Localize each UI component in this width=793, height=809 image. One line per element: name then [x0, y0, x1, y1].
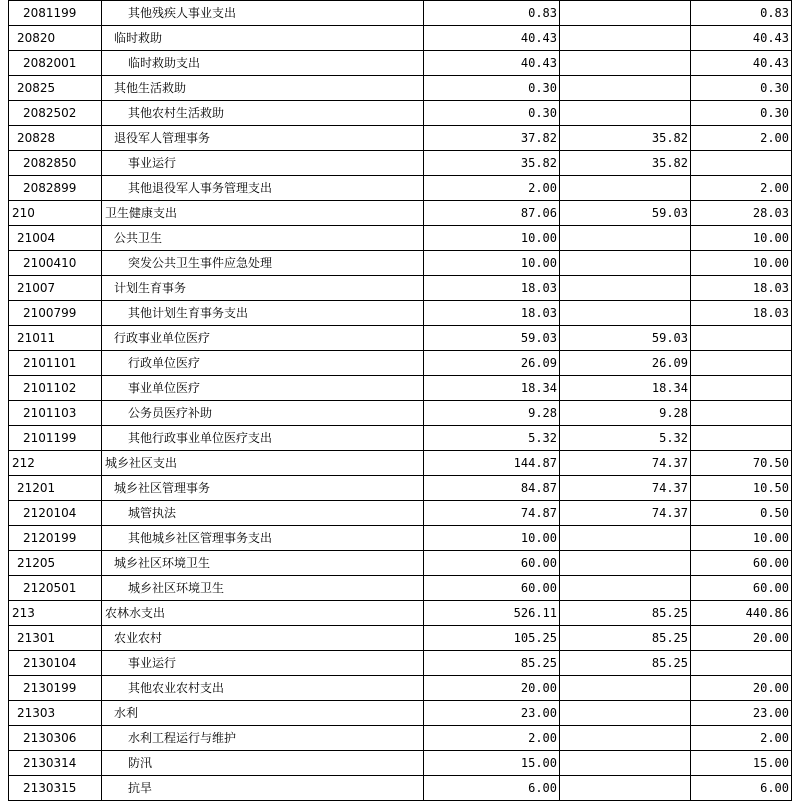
subject-code-cell: 2130306 — [9, 726, 102, 751]
table-body — [9, 1, 792, 801]
table-row — [9, 651, 792, 676]
basic-expenditure-cell: 26.09 — [560, 351, 691, 376]
total-amount-cell: 40.43 — [424, 51, 560, 76]
project-expenditure-cell: 10.00 — [691, 251, 792, 276]
total-amount-cell: 87.06 — [424, 201, 560, 226]
basic-expenditure-cell: 85.25 — [560, 626, 691, 651]
subject-name-cell: 城乡社区环境卫生 — [102, 551, 424, 576]
total-amount-cell: 9.28 — [424, 401, 560, 426]
total-amount-cell: 26.09 — [424, 351, 560, 376]
project-expenditure-cell: 18.03 — [691, 301, 792, 326]
subject-code-cell: 21011 — [9, 326, 102, 351]
table-row — [9, 501, 792, 526]
table-row — [9, 351, 792, 376]
table-row — [9, 176, 792, 201]
total-amount-cell: 18.03 — [424, 301, 560, 326]
subject-code-cell: 2130315 — [9, 776, 102, 801]
subject-name-cell: 防汛 — [102, 751, 424, 776]
basic-expenditure-cell — [560, 276, 691, 301]
project-expenditure-cell: 20.00 — [691, 626, 792, 651]
basic-expenditure-cell: 74.37 — [560, 476, 691, 501]
total-amount-cell: 40.43 — [424, 26, 560, 51]
subject-code-cell: 2130199 — [9, 676, 102, 701]
project-expenditure-cell: 18.03 — [691, 276, 792, 301]
project-expenditure-cell — [691, 426, 792, 451]
total-amount-cell: 2.00 — [424, 726, 560, 751]
project-expenditure-cell: 20.00 — [691, 676, 792, 701]
subject-code-cell: 2101199 — [9, 426, 102, 451]
project-expenditure-cell — [691, 351, 792, 376]
project-expenditure-cell: 10.00 — [691, 526, 792, 551]
subject-name-cell: 退役军人管理事务 — [102, 126, 424, 151]
project-expenditure-cell — [691, 151, 792, 176]
table-row — [9, 576, 792, 601]
total-amount-cell: 2.00 — [424, 176, 560, 201]
project-expenditure-cell: 70.50 — [691, 451, 792, 476]
subject-code-cell: 213 — [9, 601, 102, 626]
project-expenditure-cell — [691, 401, 792, 426]
basic-expenditure-cell — [560, 26, 691, 51]
project-expenditure-cell: 6.00 — [691, 776, 792, 801]
total-amount-cell: 60.00 — [424, 576, 560, 601]
subject-name-cell: 其他生活救助 — [102, 76, 424, 101]
subject-code-cell: 20820 — [9, 26, 102, 51]
subject-name-cell: 其他行政事业单位医疗支出 — [102, 426, 424, 451]
table-row — [9, 226, 792, 251]
subject-name-cell: 农林水支出 — [102, 601, 424, 626]
subject-code-cell: 2082899 — [9, 176, 102, 201]
total-amount-cell: 0.83 — [424, 1, 560, 26]
project-expenditure-cell — [691, 651, 792, 676]
subject-code-cell: 212 — [9, 451, 102, 476]
subject-code-cell: 21303 — [9, 701, 102, 726]
total-amount-cell: 10.00 — [424, 226, 560, 251]
table-row — [9, 201, 792, 226]
table-row — [9, 51, 792, 76]
subject-name-cell: 其他退役军人事务管理支出 — [102, 176, 424, 201]
total-amount-cell: 85.25 — [424, 651, 560, 676]
table-row — [9, 776, 792, 801]
table-row — [9, 126, 792, 151]
subject-name-cell: 行政单位医疗 — [102, 351, 424, 376]
subject-name-cell: 其他农村生活救助 — [102, 101, 424, 126]
project-expenditure-cell: 23.00 — [691, 701, 792, 726]
basic-expenditure-cell — [560, 176, 691, 201]
table-row — [9, 726, 792, 751]
subject-code-cell: 2100410 — [9, 251, 102, 276]
basic-expenditure-cell — [560, 101, 691, 126]
subject-name-cell: 抗旱 — [102, 776, 424, 801]
subject-code-cell: 2130314 — [9, 751, 102, 776]
project-expenditure-cell: 0.30 — [691, 76, 792, 101]
table-row — [9, 326, 792, 351]
total-amount-cell: 6.00 — [424, 776, 560, 801]
project-expenditure-cell: 0.83 — [691, 1, 792, 26]
table-row — [9, 26, 792, 51]
table-row — [9, 751, 792, 776]
basic-expenditure-cell: 9.28 — [560, 401, 691, 426]
table-row — [9, 101, 792, 126]
total-amount-cell: 35.82 — [424, 151, 560, 176]
subject-name-cell: 公共卫生 — [102, 226, 424, 251]
basic-expenditure-cell: 85.25 — [560, 601, 691, 626]
total-amount-cell: 10.00 — [424, 526, 560, 551]
project-expenditure-cell: 2.00 — [691, 126, 792, 151]
subject-code-cell: 2100799 — [9, 301, 102, 326]
total-amount-cell: 23.00 — [424, 701, 560, 726]
table-row — [9, 376, 792, 401]
total-amount-cell: 0.30 — [424, 101, 560, 126]
subject-code-cell: 21205 — [9, 551, 102, 576]
subject-code-cell: 20825 — [9, 76, 102, 101]
project-expenditure-cell: 10.50 — [691, 476, 792, 501]
subject-name-cell: 行政事业单位医疗 — [102, 326, 424, 351]
basic-expenditure-cell: 35.82 — [560, 126, 691, 151]
basic-expenditure-cell — [560, 576, 691, 601]
project-expenditure-cell — [691, 326, 792, 351]
subject-code-cell: 2081199 — [9, 1, 102, 26]
table-row — [9, 151, 792, 176]
project-expenditure-cell: 2.00 — [691, 176, 792, 201]
basic-expenditure-cell — [560, 226, 691, 251]
table-row — [9, 1, 792, 26]
table-row — [9, 451, 792, 476]
project-expenditure-cell: 28.03 — [691, 201, 792, 226]
project-expenditure-cell: 40.43 — [691, 26, 792, 51]
subject-name-cell: 临时救助 — [102, 26, 424, 51]
basic-expenditure-cell — [560, 51, 691, 76]
project-expenditure-cell: 60.00 — [691, 551, 792, 576]
subject-code-cell: 2120199 — [9, 526, 102, 551]
table-row — [9, 401, 792, 426]
table-row — [9, 476, 792, 501]
subject-name-cell: 其他农业农村支出 — [102, 676, 424, 701]
table-row — [9, 601, 792, 626]
project-expenditure-cell: 440.86 — [691, 601, 792, 626]
subject-code-cell: 210 — [9, 201, 102, 226]
subject-name-cell: 事业运行 — [102, 651, 424, 676]
total-amount-cell: 18.34 — [424, 376, 560, 401]
budget-expenditure-table — [8, 0, 792, 801]
project-expenditure-cell: 2.00 — [691, 726, 792, 751]
subject-name-cell: 事业单位医疗 — [102, 376, 424, 401]
total-amount-cell: 84.87 — [424, 476, 560, 501]
table-row — [9, 701, 792, 726]
total-amount-cell: 0.30 — [424, 76, 560, 101]
total-amount-cell: 37.82 — [424, 126, 560, 151]
table-row — [9, 301, 792, 326]
subject-code-cell: 21007 — [9, 276, 102, 301]
table-row — [9, 626, 792, 651]
basic-expenditure-cell: 74.37 — [560, 451, 691, 476]
basic-expenditure-cell — [560, 676, 691, 701]
subject-name-cell: 水利 — [102, 701, 424, 726]
project-expenditure-cell: 0.30 — [691, 101, 792, 126]
project-expenditure-cell: 15.00 — [691, 751, 792, 776]
project-expenditure-cell: 40.43 — [691, 51, 792, 76]
subject-name-cell: 城乡社区环境卫生 — [102, 576, 424, 601]
subject-code-cell: 2120104 — [9, 501, 102, 526]
subject-code-cell: 20828 — [9, 126, 102, 151]
subject-name-cell: 事业运行 — [102, 151, 424, 176]
total-amount-cell: 60.00 — [424, 551, 560, 576]
basic-expenditure-cell — [560, 1, 691, 26]
basic-expenditure-cell — [560, 301, 691, 326]
basic-expenditure-cell: 85.25 — [560, 651, 691, 676]
project-expenditure-cell — [691, 376, 792, 401]
subject-code-cell: 21201 — [9, 476, 102, 501]
subject-name-cell: 城乡社区支出 — [102, 451, 424, 476]
table-row — [9, 526, 792, 551]
subject-name-cell: 水利工程运行与维护 — [102, 726, 424, 751]
total-amount-cell: 10.00 — [424, 251, 560, 276]
subject-code-cell: 2101103 — [9, 401, 102, 426]
subject-name-cell: 卫生健康支出 — [102, 201, 424, 226]
subject-code-cell: 2101102 — [9, 376, 102, 401]
basic-expenditure-cell: 18.34 — [560, 376, 691, 401]
subject-name-cell: 公务员医疗补助 — [102, 401, 424, 426]
total-amount-cell: 15.00 — [424, 751, 560, 776]
basic-expenditure-cell: 59.03 — [560, 201, 691, 226]
table-row — [9, 76, 792, 101]
subject-name-cell: 其他城乡社区管理事务支出 — [102, 526, 424, 551]
table-row — [9, 676, 792, 701]
subject-name-cell: 计划生育事务 — [102, 276, 424, 301]
subject-code-cell: 2101101 — [9, 351, 102, 376]
basic-expenditure-cell: 5.32 — [560, 426, 691, 451]
subject-code-cell: 21301 — [9, 626, 102, 651]
subject-name-cell: 临时救助支出 — [102, 51, 424, 76]
basic-expenditure-cell — [560, 701, 691, 726]
project-expenditure-cell: 10.00 — [691, 226, 792, 251]
project-expenditure-cell: 60.00 — [691, 576, 792, 601]
total-amount-cell: 20.00 — [424, 676, 560, 701]
subject-name-cell: 农业农村 — [102, 626, 424, 651]
total-amount-cell: 5.32 — [424, 426, 560, 451]
basic-expenditure-cell — [560, 76, 691, 101]
total-amount-cell: 59.03 — [424, 326, 560, 351]
basic-expenditure-cell — [560, 726, 691, 751]
total-amount-cell: 18.03 — [424, 276, 560, 301]
subject-code-cell: 2082850 — [9, 151, 102, 176]
basic-expenditure-cell — [560, 751, 691, 776]
table-row — [9, 251, 792, 276]
subject-code-cell: 2082001 — [9, 51, 102, 76]
subject-name-cell: 城乡社区管理事务 — [102, 476, 424, 501]
basic-expenditure-cell: 74.37 — [560, 501, 691, 526]
project-expenditure-cell: 0.50 — [691, 501, 792, 526]
basic-expenditure-cell: 59.03 — [560, 326, 691, 351]
subject-name-cell: 城管执法 — [102, 501, 424, 526]
subject-name-cell: 其他计划生育事务支出 — [102, 301, 424, 326]
subject-name-cell: 其他残疾人事业支出 — [102, 1, 424, 26]
table-row — [9, 276, 792, 301]
basic-expenditure-cell — [560, 526, 691, 551]
basic-expenditure-cell: 35.82 — [560, 151, 691, 176]
subject-name-cell: 突发公共卫生事件应急处理 — [102, 251, 424, 276]
table-row — [9, 426, 792, 451]
total-amount-cell: 74.87 — [424, 501, 560, 526]
total-amount-cell: 105.25 — [424, 626, 560, 651]
subject-code-cell: 2120501 — [9, 576, 102, 601]
subject-code-cell: 2130104 — [9, 651, 102, 676]
subject-code-cell: 2082502 — [9, 101, 102, 126]
table-row — [9, 551, 792, 576]
subject-code-cell: 21004 — [9, 226, 102, 251]
basic-expenditure-cell — [560, 551, 691, 576]
basic-expenditure-cell — [560, 776, 691, 801]
basic-expenditure-cell — [560, 251, 691, 276]
total-amount-cell: 144.87 — [424, 451, 560, 476]
total-amount-cell: 526.11 — [424, 601, 560, 626]
